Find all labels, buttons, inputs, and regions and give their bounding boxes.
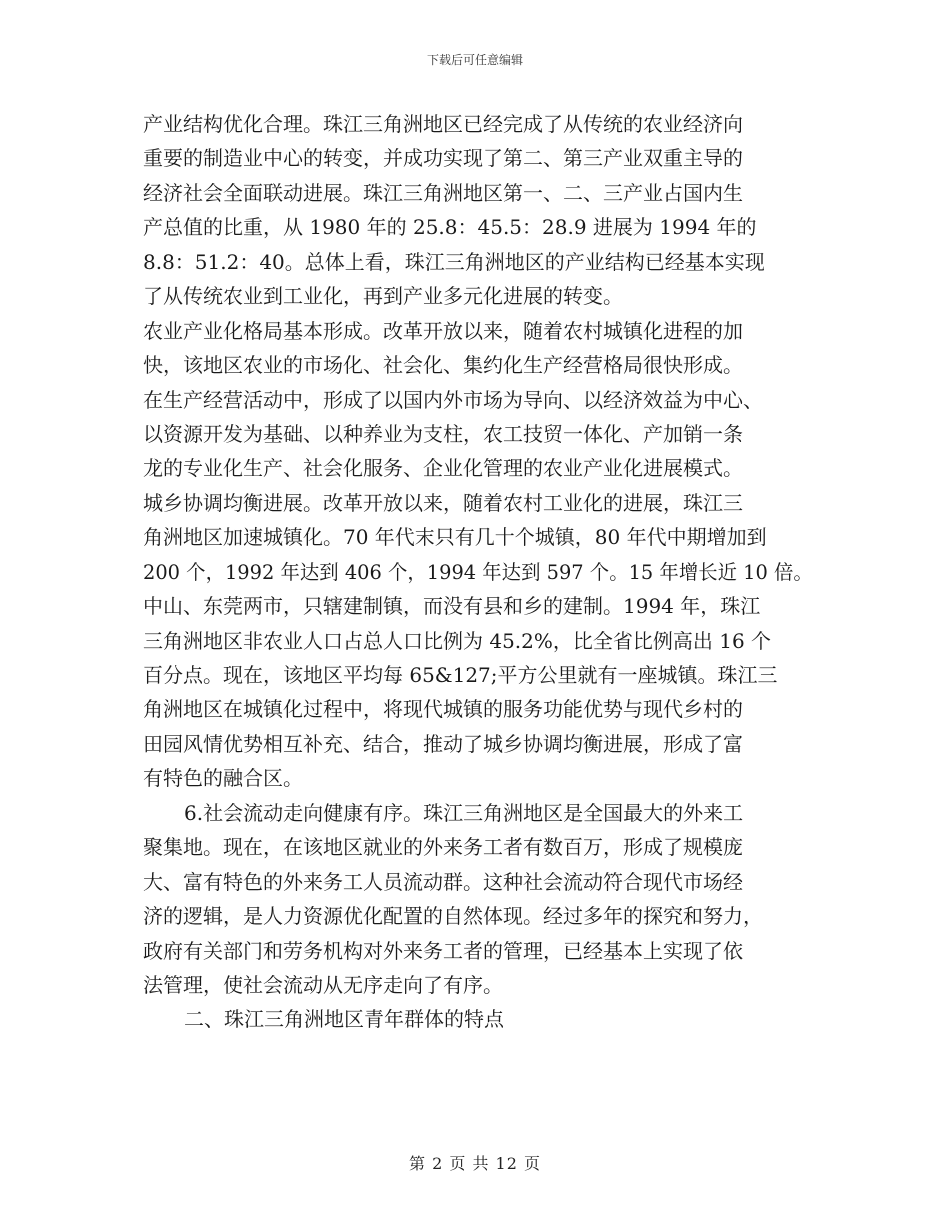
text-line: 角洲地区加速城镇化。70 年代末只有几十个城镇，80 年代中期增加到 [143,525,767,550]
text-line: 大、富有特色的外来务工人员流动群。这种社会流动符合现代市场经 [143,869,743,894]
page-number-footer: 第 2 页 共 12 页 [409,1154,541,1173]
text-line: 济的逻辑，是人力资源优化配置的自然体现。经过多年的探究和努力， [143,904,763,929]
text-line: 角洲地区在城镇化过程中，将现代城镇的服务功能优势与现代乡村的 [143,697,743,722]
document-body [143,107,813,1037]
text-line: 农业产业化格局基本形成。改革开放以来，随着农村城镇化进程的加 [143,318,743,343]
text-line: 在生产经营活动中，形成了以国内外市场为导向、以经济效益为中心、 [143,387,763,412]
page-header: 下载后可任意编辑 [426,53,523,67]
text-line: 8.8：51.2：40。总体上看，珠江三角洲地区的产业结构已经基本实现 [143,249,765,274]
text-line: 以资源开发为基础、以种养业为支柱，农工技贸一体化、产加销一条 [143,421,743,446]
text-line: 三角洲地区非农业人口占总人口比例为 45.2%，比全省比例高出 16 个 [143,628,772,653]
text-line: 产业结构优化合理。珠江三角洲地区已经完成了从传统的农业经济向 [143,112,743,136]
text-line: 产总值的比重，从 1980 年的 25.8：45.5：28.9 进展为 1994 年的 [143,215,757,240]
text-line: 百分点。现在，该地区平均每 65&127;平方公里就有一座城镇。珠江三 [143,663,778,687]
text-line: 了从传统农业到工业化，再到产业多元化进展的转变。 [143,284,623,309]
section-heading: 二、珠江三角洲地区青年群体的特点 [184,1007,504,1032]
text-line: 法管理，使社会流动从无序走向了有序。 [143,972,503,997]
paragraph-start-line: 6.社会流动走向健康有序。珠江三角洲地区是全国最大的外来工 [184,800,744,825]
text-line: 重要的制造业中心的转变，并成功实现了第二、第三产业双重主导的 [143,146,743,171]
text-line: 聚集地。现在，在该地区就业的外来务工者有数百万，形成了规模庞 [143,835,743,860]
text-line: 200 个，1992 年达到 406 个，1994 年达到 597 个。15 年增长近 10 倍。 [143,559,813,584]
text-line: 有特色的融合区。 [143,766,303,791]
text-line: 龙的专业化生产、社会化服务、企业化管理的农业产业化进展模式。 [143,456,743,481]
text-line: 快，该地区农业的市场化、社会化、集约化生产经营格局很快形成。 [143,353,743,378]
text-line: 中山、东莞两市，只辖建制镇，而没有县和乡的建制。1994 年，珠江 [143,594,761,619]
text-line: 城乡协调均衡进展。改革开放以来，随着农村工业化的进展，珠江三 [143,490,743,515]
text-line: 经济社会全面联动进展。珠江三角洲地区第一、二、三产业占国内生 [143,180,743,205]
text-line: 田园风情优势相互补充、结合，推动了城乡协调均衡进展，形成了富 [143,731,743,756]
text-line: 政府有关部门和劳务机构对外来务工者的管理，已经基本上实现了依 [143,938,743,963]
